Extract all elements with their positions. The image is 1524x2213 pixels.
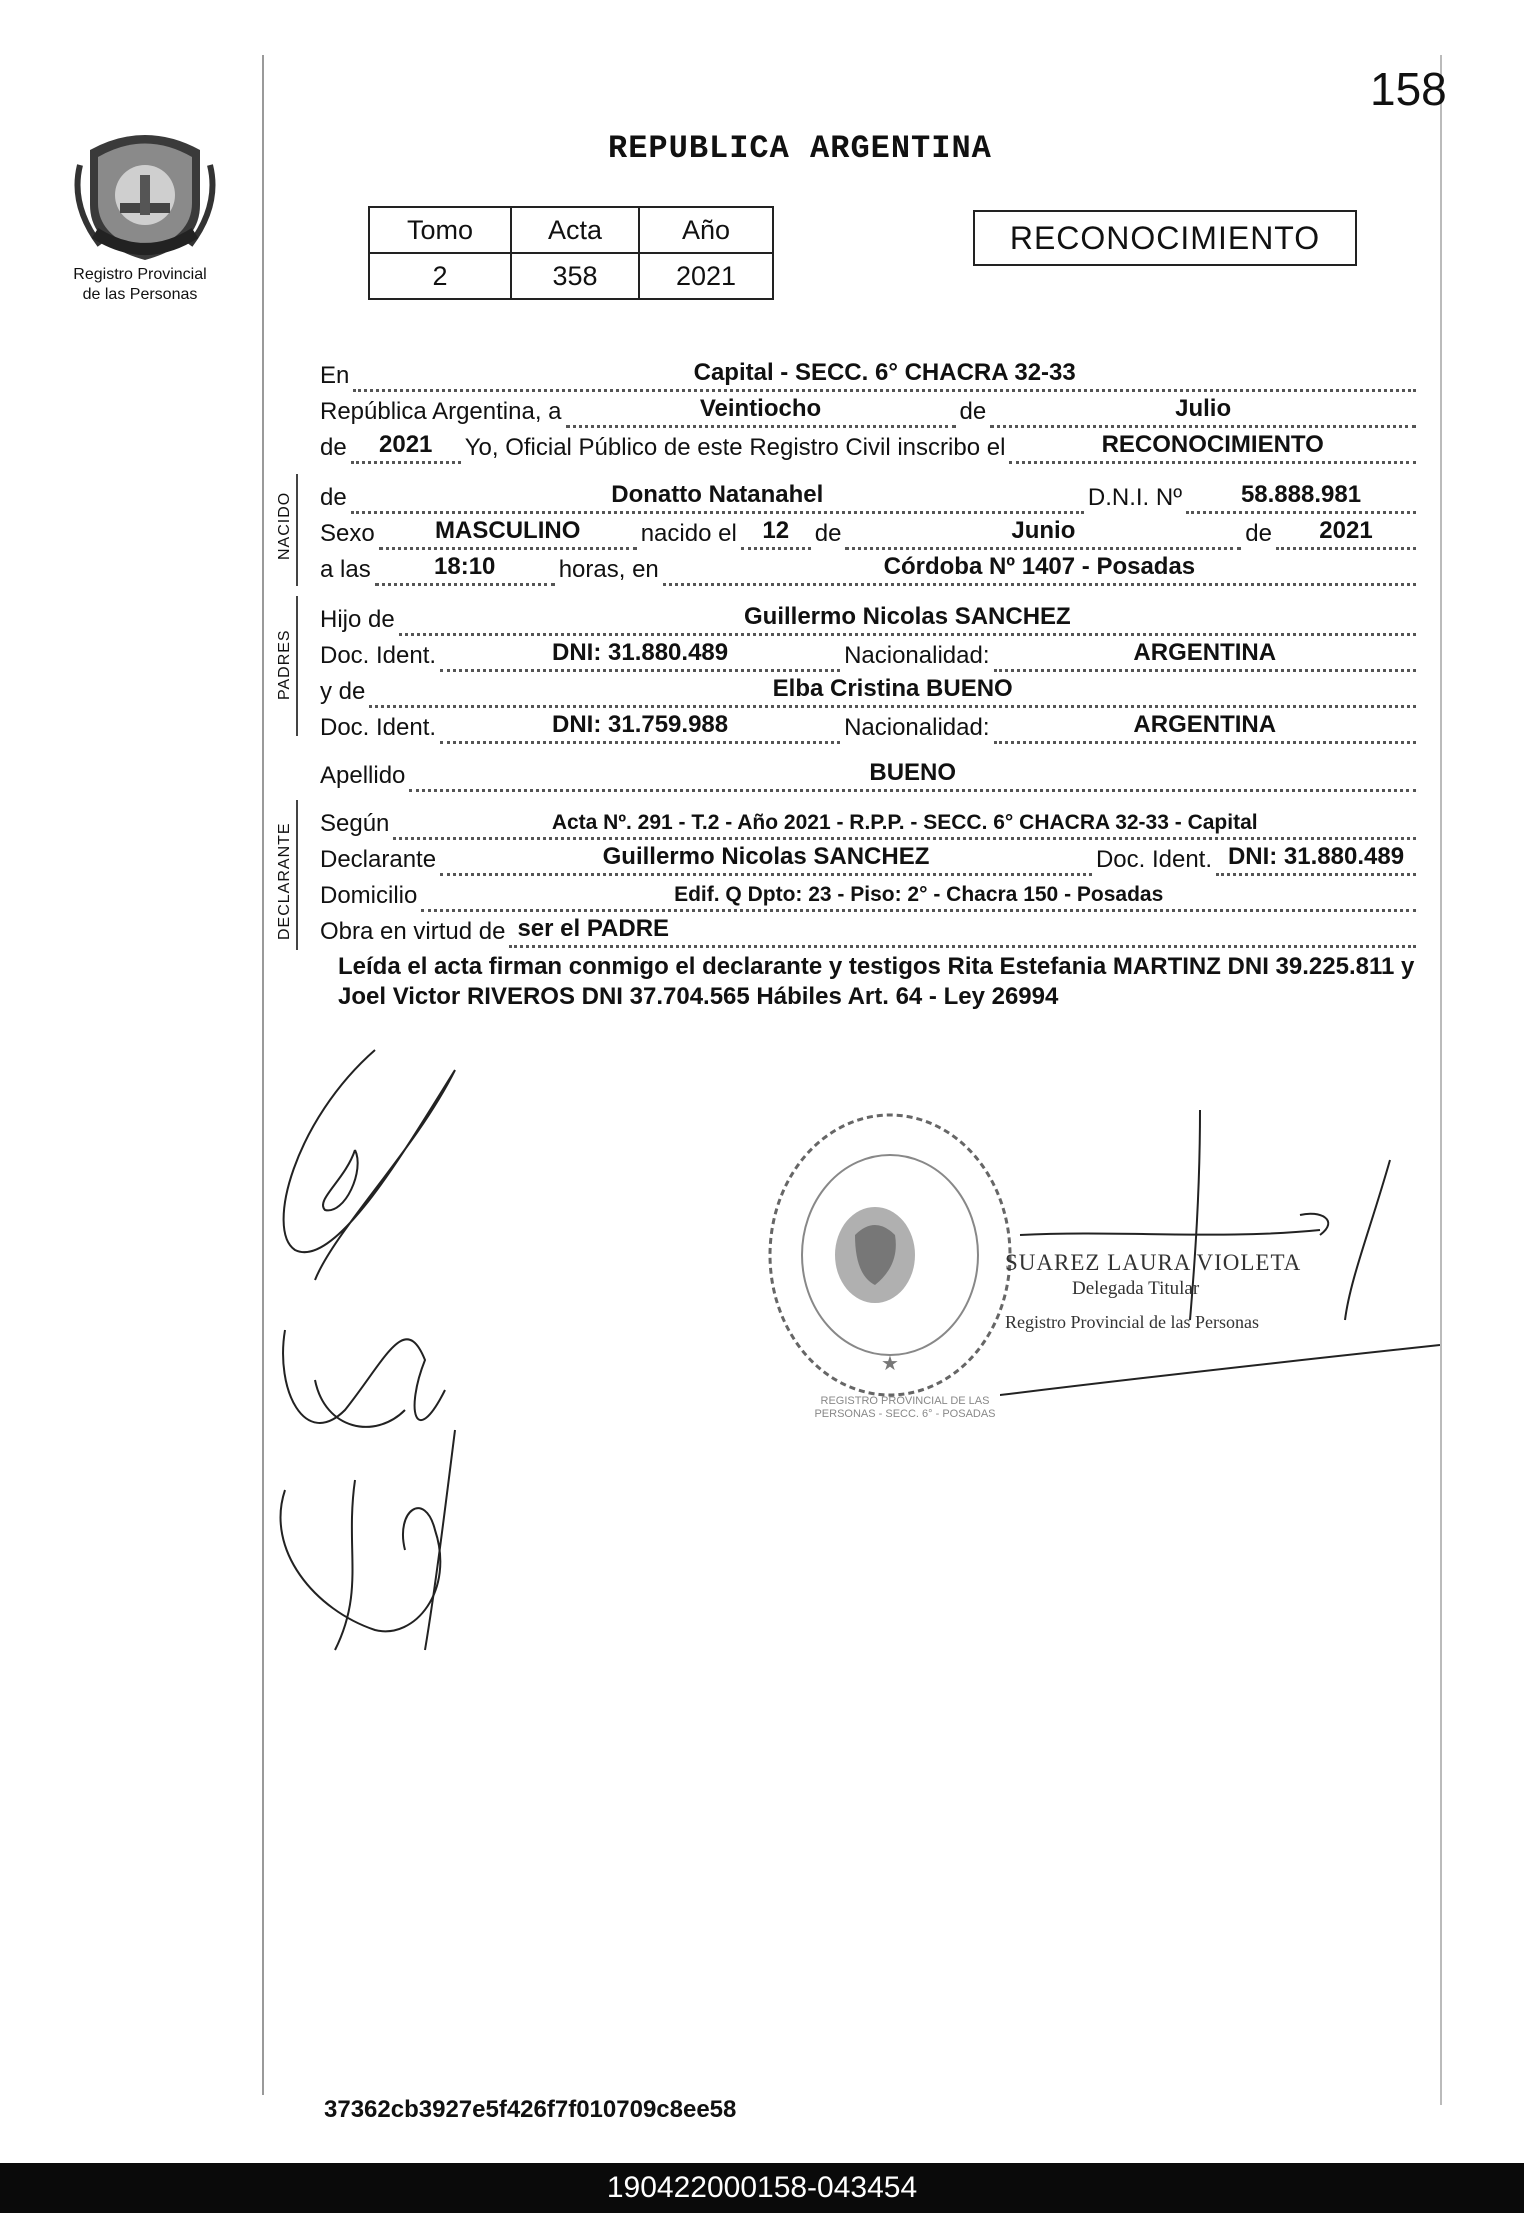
label-inscribo: Yo, Oficial Público de este Registro Civil inscribo el — [464, 434, 1006, 461]
row-y-de — [320, 668, 1420, 708]
value-lugar-nacimiento: Córdoba Nº 1407 - Posadas — [883, 553, 1196, 580]
side-label-nacido: NACIDO — [276, 491, 293, 560]
province-logo — [70, 115, 220, 265]
document-hash: 37362cb3927e5f426f7f010709c8ee58 — [324, 2096, 737, 2123]
stamp-office: Registro Provincial de las Personas — [1005, 1312, 1259, 1332]
label-doc-madre: Doc. Ident. — [320, 714, 437, 741]
row-obra — [320, 908, 1420, 948]
label-en: En — [320, 362, 350, 389]
row-anio — [320, 424, 1420, 464]
value-mes-nacimiento: Junio — [1011, 517, 1076, 544]
label-declarante: Declarante — [320, 846, 437, 873]
footer-bar — [0, 2163, 1524, 2213]
label-nacionalidad-padre: Nacionalidad: — [844, 642, 990, 669]
row-declarante — [320, 836, 1420, 876]
stamp-role: Delegada Titular — [1072, 1278, 1200, 1299]
value-nacionalidad-madre: ARGENTINA — [1133, 711, 1277, 738]
label-hijo-de: Hijo de — [320, 606, 395, 633]
label-de-anio: de — [320, 434, 347, 461]
row-segun — [320, 800, 1420, 840]
seal-text: REGISTRO PROVINCIAL DE LAS PERSONAS - SECC. 6° - POSADAS — [814, 1395, 996, 1420]
registro-caption — [50, 265, 230, 305]
right-margin-line — [1440, 55, 1442, 2105]
page-number: 158 — [1370, 63, 1447, 115]
row-sexo — [320, 510, 1420, 550]
value-doc-madre: DNI: 31.759.988 — [552, 711, 729, 738]
value-mes: Julio — [1175, 395, 1232, 422]
label-nacido-el: nacido el — [640, 520, 737, 547]
label-apellido: Apellido — [320, 762, 406, 789]
value-obra: ser el PADRE — [517, 915, 670, 942]
value-doc-declarante: DNI: 31.880.489 — [1227, 843, 1405, 870]
row-nombre — [320, 474, 1420, 514]
label-de-mes: de — [959, 398, 987, 425]
value-padre: Guillermo Nicolas SANCHEZ — [743, 603, 1071, 630]
label-y-de: y de — [320, 678, 366, 705]
label-dni: D.N.I. Nº — [1087, 484, 1182, 511]
label-republica: República Argentina, a — [320, 398, 562, 425]
value-sexo: MASCULINO — [435, 517, 581, 544]
value-dni: 58.888.981 — [1240, 481, 1362, 508]
value-declarante: Guillermo Nicolas SANCHEZ — [602, 843, 930, 870]
row-apellido — [320, 752, 1420, 792]
side-label-declarante: DECLARANTE — [276, 822, 293, 940]
tomo-acta-ano-table — [368, 206, 774, 300]
row-doc-padre — [320, 632, 1420, 672]
value-segun: Acta Nº. 291 - T.2 - Año 2021 - R.P.P. - SECC. 6° CHACRA 32-33 - Capital — [551, 811, 1258, 834]
row-domicilio — [320, 872, 1420, 912]
row-doc-madre — [320, 704, 1420, 744]
padres-bracket — [296, 596, 298, 736]
label-de-nombre: de — [320, 484, 347, 511]
closing-statement: Leída el acta firman conmigo el declarante y testigos Rita Estefania MARTINZ DNI 39.225.811 y Joel Victor RIVEROS DNI 37.704.565 Hábiles Art. 64 - Ley 26994 — [338, 953, 1415, 1010]
label-nacionalidad-madre: Nacionalidad: — [844, 714, 990, 741]
registro-caption-line2: de las Personas — [82, 286, 198, 303]
side-label-padres: PADRES — [276, 629, 293, 700]
value-nacionalidad-padre: ARGENTINA — [1133, 639, 1277, 666]
value-tipo-inscripcion: RECONOCIMIENTO — [1101, 431, 1324, 458]
value-madre: Elba Cristina BUENO — [772, 675, 1013, 702]
label-de-anio-nacimiento: de — [1245, 520, 1272, 547]
label-doc-declarante: Doc. Ident. — [1095, 846, 1212, 873]
svg-text:★: ★ — [881, 1353, 899, 1375]
official-seal — [760, 1105, 1020, 1405]
stamp-name: SUAREZ LAURA VIOLETA — [1005, 1250, 1302, 1275]
label-sexo: Sexo — [320, 520, 375, 547]
label-domicilio: Domicilio — [320, 882, 418, 909]
value-acta: 358 — [511, 253, 639, 299]
label-horas-en: horas, en — [558, 556, 659, 583]
document-title: REPUBLICA ARGENTINA — [608, 130, 992, 167]
value-dia: Veintiocho — [699, 395, 822, 422]
row-republica — [320, 388, 1420, 428]
label-de-mes-nacimiento: de — [814, 520, 842, 547]
label-doc-padre: Doc. Ident. — [320, 642, 437, 669]
value-domicilio: Edif. Q Dpto: 23 - Piso: 2° - Chacra 150 - Posadas — [674, 883, 1164, 906]
value-en: Capital - SECC. 6° CHACRA 32-33 — [693, 359, 1076, 386]
label-segun: Según — [320, 810, 390, 837]
value-ano: 2021 — [639, 253, 773, 299]
nacido-bracket — [296, 474, 298, 586]
header-acta: Acta — [511, 207, 639, 253]
row-hora — [320, 546, 1420, 586]
row-en — [320, 352, 1420, 392]
registro-caption-line1: Registro Provincial — [73, 266, 207, 283]
footer-code: 190422000158-043454 — [606, 2171, 918, 2204]
label-a-las: a las — [320, 556, 371, 583]
value-anio: 2021 — [379, 431, 433, 458]
value-nombre: Donatto Natanahel — [611, 481, 824, 508]
value-apellido: BUENO — [869, 759, 957, 786]
value-tomo: 2 — [369, 253, 511, 299]
value-dia-nacimiento: 12 — [762, 517, 790, 544]
declarante-bracket — [296, 800, 298, 950]
tipo-acta-box: RECONOCIMIENTO — [973, 210, 1357, 266]
value-anio-nacimiento: 2021 — [1319, 517, 1373, 544]
label-obra: Obra en virtud de — [320, 918, 506, 945]
value-doc-padre: DNI: 31.880.489 — [552, 639, 729, 666]
declarante-signature — [255, 1030, 505, 1670]
header-ano: Año — [639, 207, 773, 253]
row-hijo-de — [320, 596, 1420, 636]
value-hora: 18:10 — [434, 553, 496, 580]
header-tomo: Tomo — [369, 207, 511, 253]
